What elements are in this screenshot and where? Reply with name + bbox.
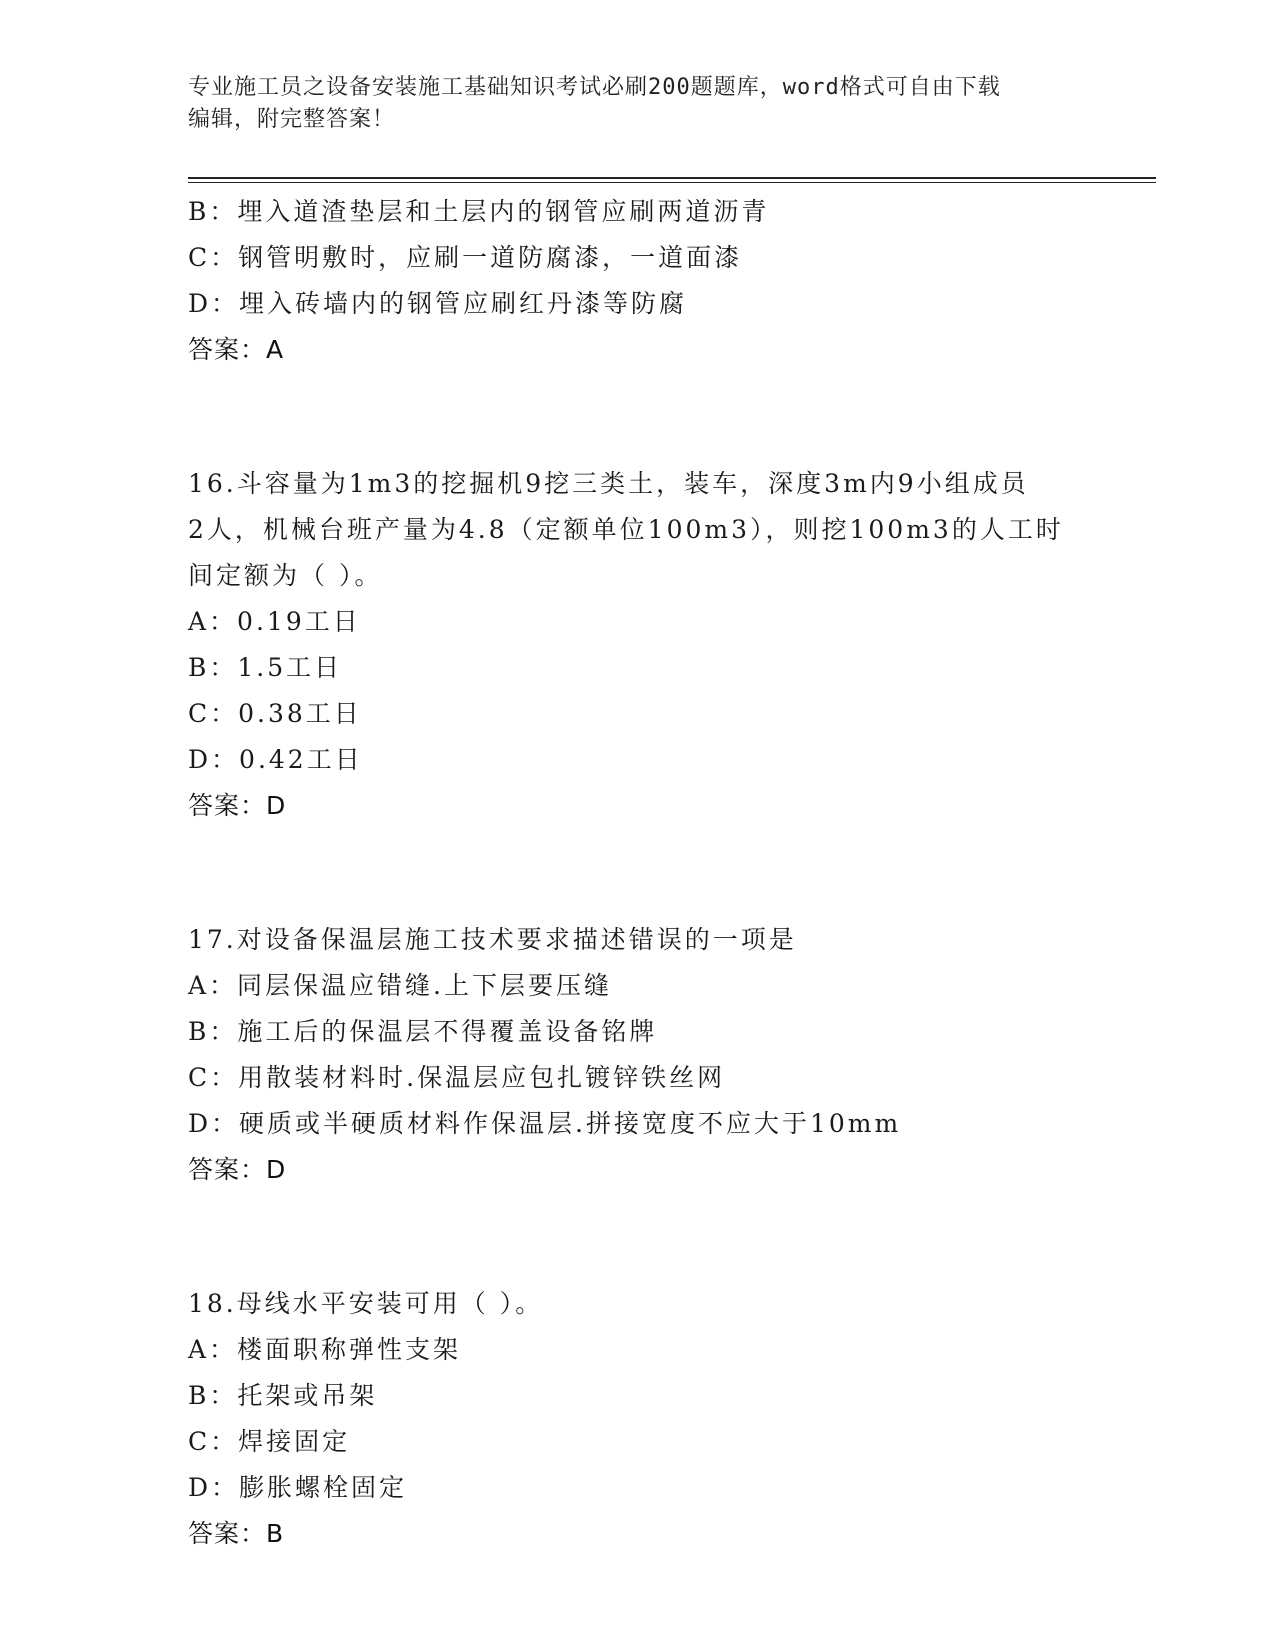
option-a: A：0.19工日 (188, 607, 361, 636)
question-stem-line: 间定额为（ ）。 (188, 561, 383, 590)
header-divider-thin (188, 182, 1156, 183)
option-c: C：0.38工日 (188, 699, 362, 728)
question-15 (188, 189, 1088, 373)
question-spacer (188, 1193, 1088, 1281)
question-stem-line: 17.对设备保温层施工技术要求描述错误的一项是 (188, 925, 797, 954)
question-spacer (188, 829, 1088, 917)
header-divider-thick (188, 177, 1156, 179)
answer-line: 答案：D (188, 791, 287, 820)
option-d: D：膨胀螺栓固定 (188, 1473, 408, 1502)
answer-line: 答案：D (188, 1155, 287, 1184)
question-18 (188, 1281, 1088, 1557)
option-b: B：施工后的保温层不得覆盖设备铭牌 (188, 1017, 658, 1046)
option-d: D：硬质或半硬质材料作保温层.拼接宽度不应大于10mm (188, 1109, 902, 1138)
question-spacer (188, 373, 1088, 461)
question-17 (188, 917, 1088, 1193)
header-title-line-2: 编辑，附完整答案！ (188, 107, 396, 132)
document-header (188, 72, 1068, 136)
option-d: D：埋入砖墙内的钢管应刷红丹漆等防腐 (188, 289, 688, 318)
option-b: B：托架或吊架 (188, 1381, 378, 1410)
header-title-line-1: 专业施工员之设备安装施工基础知识考试必刷200题题库，word格式可自由下载 (188, 75, 1001, 100)
question-16 (188, 461, 1088, 829)
option-c: C：钢管明敷时，应刷一道防腐漆，一道面漆 (188, 243, 743, 272)
option-c: C：焊接固定 (188, 1427, 351, 1456)
option-b: B：1.5工日 (188, 653, 343, 682)
answer-line: 答案：A (188, 335, 285, 364)
question-stem-line: 2人，机械台班产量为4.8（定额单位100m3），则挖100m3的人工时 (188, 515, 1064, 544)
option-d: D：0.42工日 (188, 745, 363, 774)
question-list (188, 189, 1088, 1557)
question-stem-line: 18.母线水平安装可用（ ）。 (188, 1289, 544, 1318)
option-a: A：同层保温应错缝.上下层要压缝 (188, 971, 613, 1000)
question-stem-line: 16.斗容量为1m3的挖掘机9挖三类土，装车，深度3m内9小组成员 (188, 469, 1029, 498)
option-b: B：埋入道渣垫层和土层内的钢管应刷两道沥青 (188, 197, 770, 226)
answer-line: 答案：B (188, 1519, 285, 1548)
option-c: C：用散装材料时.保温层应包扎镀锌铁丝网 (188, 1063, 726, 1092)
option-a: A：楼面职称弹性支架 (188, 1335, 462, 1364)
